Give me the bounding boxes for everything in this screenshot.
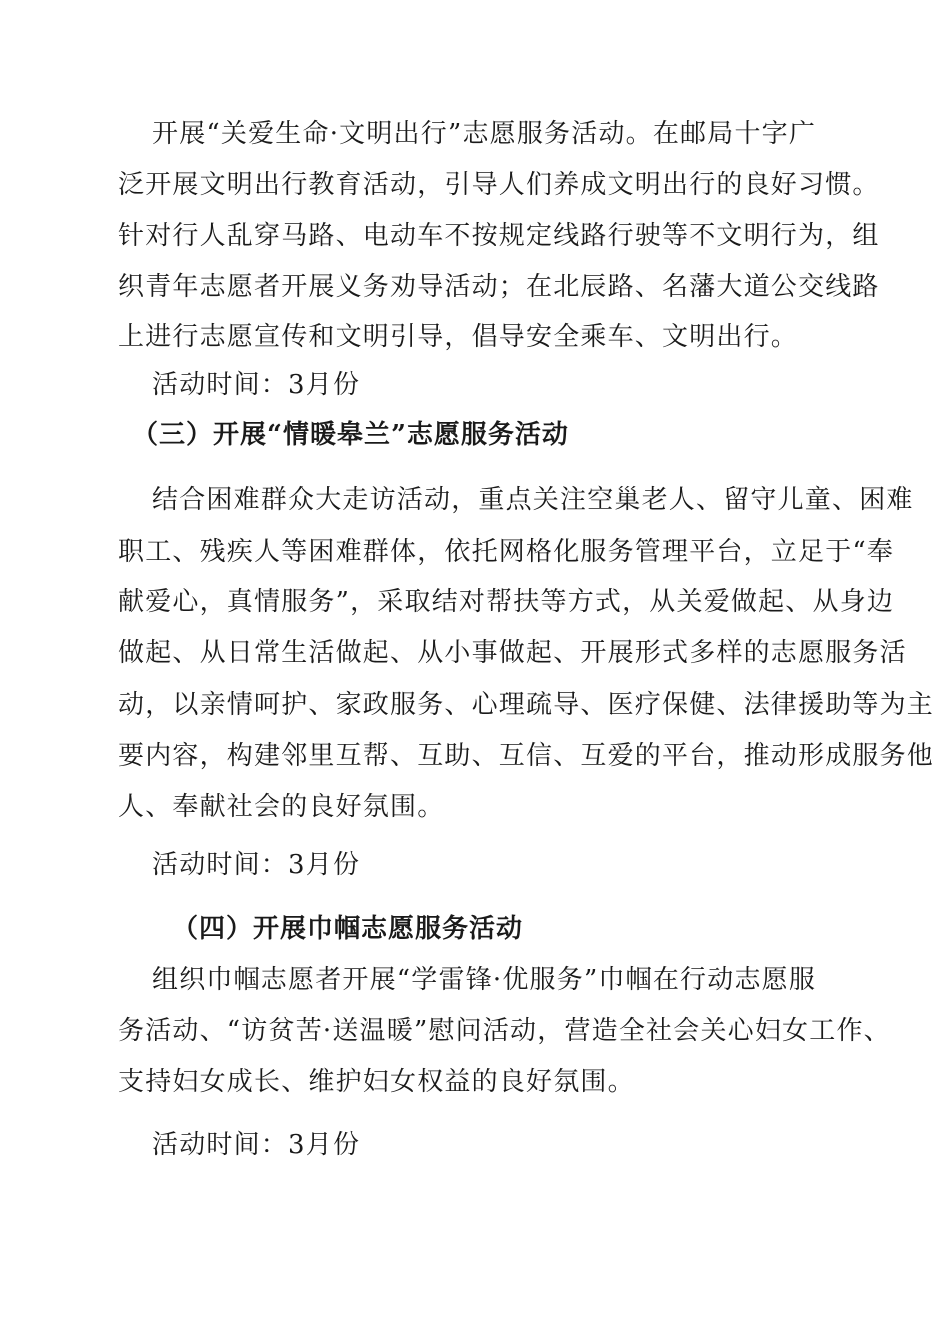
- paragraph-line: 人、奉献社会的良好氛围。: [118, 792, 445, 822]
- paragraph-line: 针对行人乱穿马路、电动车不按规定线路行驶等不文明行为，组: [118, 221, 880, 251]
- paragraph-line: 上进行志愿宣传和文明引导，倡导安全乘车、文明出行。: [118, 322, 799, 352]
- section-heading: （三）开展“情暖皋兰”志愿服务活动: [132, 420, 569, 450]
- paragraph-line: 做起、从日常生活做起、从小事做起、开展形式多样的志愿服务活: [118, 638, 907, 668]
- activity-time: 活动时间：3月份: [152, 370, 361, 400]
- paragraph-line: 泛开展文明出行教育活动，引导人们养成文明出行的良好习惯。: [118, 170, 880, 200]
- paragraph-line: 开展“关爱生命·文明出行”志愿服务活动。在邮局十字广: [152, 119, 817, 149]
- paragraph-line: 结合困难群众大走访活动，重点关注空巢老人、留守儿童、困难: [152, 485, 914, 515]
- paragraph-line: 务活动、“访贫苦·送温暖”慰问活动，营造全社会关心妇女工作、: [118, 1016, 891, 1046]
- paragraph-line: 组织巾帼志愿者开展“学雷锋·优服务”巾帼在行动志愿服: [152, 965, 817, 995]
- section-heading: （四）开展巾帼志愿服务活动: [172, 914, 524, 944]
- paragraph-line: 献爱心，真情服务”，采取结对帮扶等方式，从关爱做起、从身边: [118, 587, 895, 617]
- paragraph-line: 织青年志愿者开展义务劝导活动；在北辰路、名藩大道公交线路: [118, 272, 880, 302]
- paragraph-line: 动，以亲情呵护、家政服务、心理疏导、医疗保健、法律援助等为主: [118, 690, 935, 720]
- activity-time: 活动时间：3月份: [152, 1130, 361, 1160]
- paragraph-line: 支持妇女成长、维护妇女权益的良好氛围。: [118, 1067, 635, 1097]
- activity-time: 活动时间：3月份: [152, 850, 361, 880]
- paragraph-line: 职工、残疾人等困难群体，依托网格化服务管理平台，立足于“奉: [118, 537, 895, 567]
- paragraph-line: 要内容，构建邻里互帮、互助、互信、互爱的平台，推动形成服务他: [118, 741, 935, 771]
